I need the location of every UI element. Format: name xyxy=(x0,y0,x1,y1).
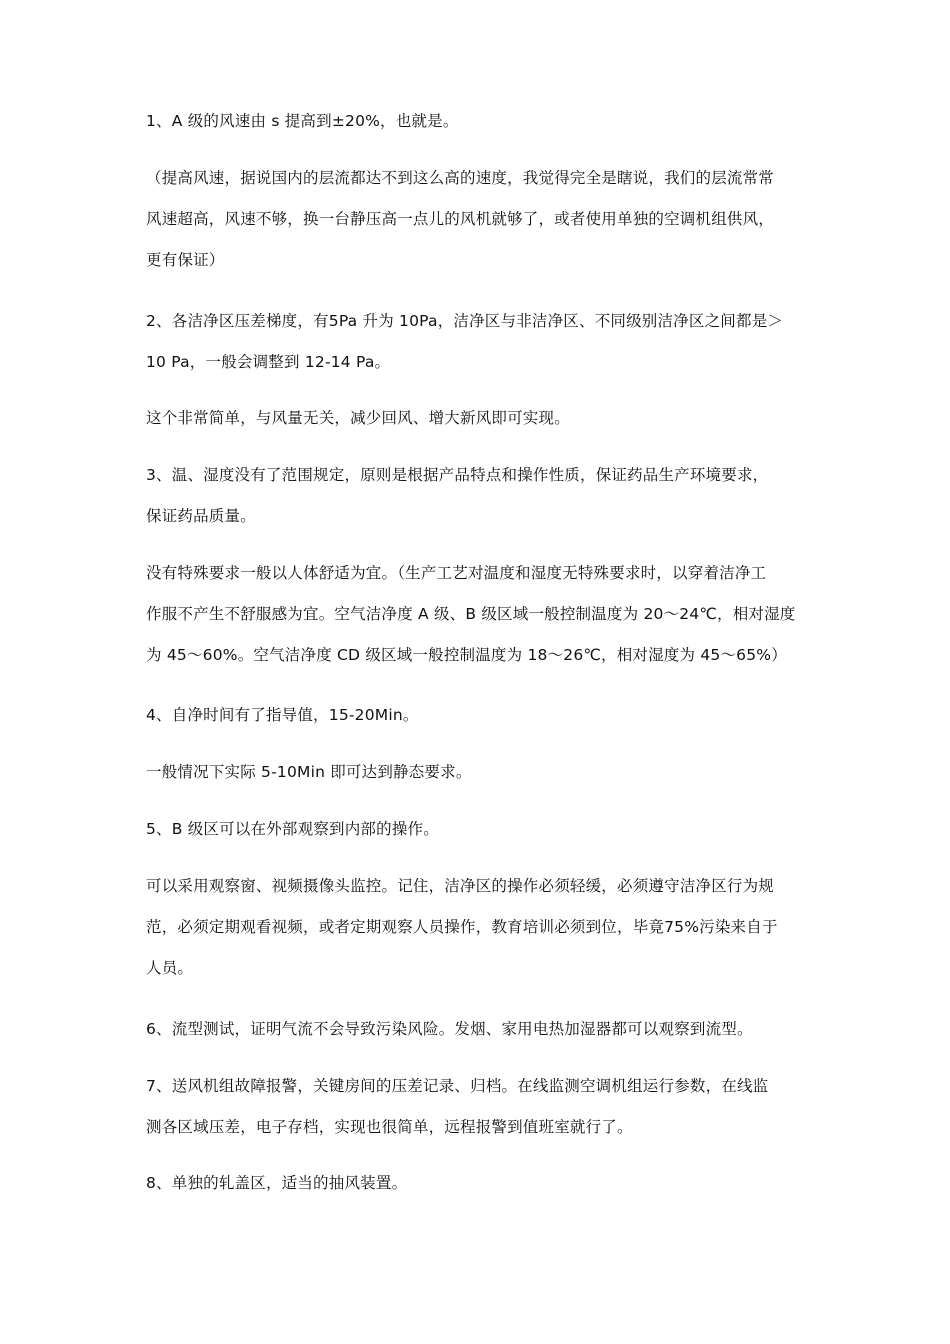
text-line: 可以采用观察窗、视频摄像头监控。记住，洁净区的操作必须轻缓，必须遵守洁净区行为规 xyxy=(146,877,775,895)
paragraph-item-3-note xyxy=(146,553,821,676)
text-line: 测各区域压差，电子存档，实现也很简单，远程报警到值班室就行了。 xyxy=(146,1118,633,1136)
paragraph-item-6 xyxy=(146,1009,821,1050)
text-line: 3、温、湿度没有了范围规定，原则是根据产品特点和操作性质，保证药品生产环境要求， xyxy=(146,466,769,484)
text-line: 风速超高，风速不够，换一台静压高一点儿的风机就够了，或者使用单独的空调机组供风， xyxy=(146,210,775,228)
paragraph-item-4-note xyxy=(146,752,821,793)
text-line: 作服不产生不舒服感为宜。空气洁净度 A 级、B 级区域一般控制温度为 20～24℃，相对湿度 xyxy=(146,605,796,623)
text-line: 10 Pa，一般会调整到 12-14 Pa。 xyxy=(146,353,391,371)
paragraph-item-2-note xyxy=(146,398,821,439)
paragraph-item-1-note xyxy=(146,158,821,281)
text-line: 8、单独的轧盖区，适当的抽风装置。 xyxy=(146,1174,408,1192)
paragraph-item-1 xyxy=(146,101,821,142)
text-line: 1、A 级的风速由 s 提高到±20%，也就是。 xyxy=(146,112,459,130)
text-line: 范，必须定期观看视频，或者定期观察人员操作，教育培训必须到位，毕竟75%污染来自于 xyxy=(146,918,778,936)
text-line: 人员。 xyxy=(146,959,194,977)
text-line: （提高风速，据说国内的层流都达不到这么高的速度，我觉得完全是瞎说，我们的层流常常 xyxy=(146,169,775,187)
text-line: 7、送风机组故障报警，关键房间的压差记录、归档。在线监测空调机组运行参数，在线监 xyxy=(146,1077,769,1095)
text-line: 一般情况下实际 5-10Min 即可达到静态要求。 xyxy=(146,763,472,781)
paragraph-item-7 xyxy=(146,1066,821,1148)
paragraph-item-3 xyxy=(146,455,821,537)
text-line: 5、B 级区可以在外部观察到内部的操作。 xyxy=(146,820,439,838)
text-line: 这个非常简单，与风量无关，减少回风、增大新风即可实现。 xyxy=(146,409,570,427)
paragraph-item-5-note xyxy=(146,866,821,989)
paragraph-item-4 xyxy=(146,695,821,736)
paragraph-item-5 xyxy=(146,809,821,850)
text-line: 6、流型测试，证明气流不会导致污染风险。发烟、家用电热加湿器都可以观察到流型。 xyxy=(146,1020,753,1038)
text-line: 没有特殊要求一般以人体舒适为宜。（生产工艺对温度和湿度无特殊要求时，以穿着洁净工 xyxy=(146,564,767,582)
paragraph-item-8 xyxy=(146,1163,821,1204)
text-line: 2、各洁净区压差梯度，有5Pa 升为 10Pa，洁净区与非洁净区、不同级别洁净区之间都是＞ xyxy=(146,312,784,330)
text-line: 4、自净时间有了指导值，15-20Min。 xyxy=(146,706,419,724)
text-line: 保证药品质量。 xyxy=(146,507,256,525)
text-line: 为 45～60%。空气洁净度 CD 级区域一般控制温度为 18～26℃，相对湿度为 45～65%） xyxy=(146,646,787,664)
text-line: 更有保证） xyxy=(146,251,225,269)
paragraph-item-2 xyxy=(146,301,821,383)
